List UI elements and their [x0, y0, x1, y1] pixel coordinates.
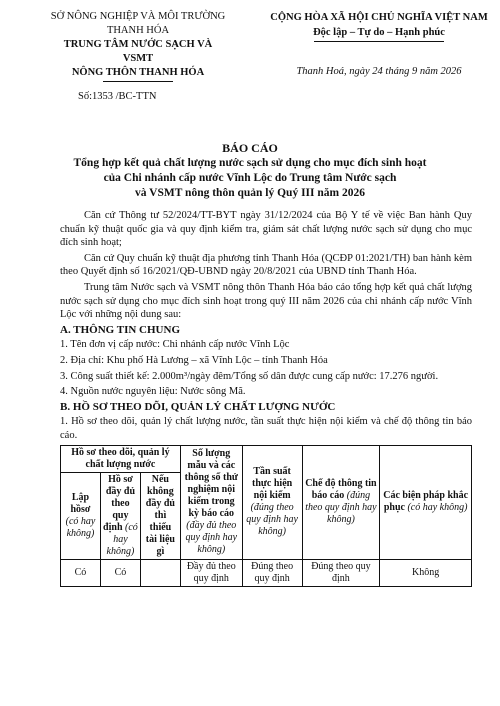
table-header-remedies-note: (có hay không) [407, 502, 468, 513]
table-header-reporting [302, 445, 380, 559]
table-header-frequency [242, 445, 302, 559]
table-header-complete-label: Hồ sơ đầy đủ theo quy định [103, 473, 136, 533]
agency-line-2: NÔNG THÔN THANH HÓA [71, 67, 205, 78]
table-header-missing-label: Nếu không đầy đủ thì thiếu tài liệu gì [145, 473, 175, 557]
table-header-complete-note: (có hay không) [106, 521, 138, 557]
header-left [50, 10, 226, 104]
national-motto: Độc lập – Tự do – Hạnh phúc [313, 27, 445, 38]
table-cell-reporting: Đúng theo quy định [302, 559, 380, 586]
item-b1: 1. Hồ sơ theo dõi, quản lý chất lượng nước, tần suất thực hiện nội kiểm và chế độ thông tin báo cáo. [60, 416, 472, 441]
table-header-established-label: Lập hồsơ [70, 491, 91, 515]
table-header-established-note: (có hay không) [65, 515, 96, 539]
quality-records-table [60, 445, 472, 587]
table-header-samples [180, 445, 242, 559]
table-cell-missing [140, 559, 180, 586]
report-title-main: BÁO CÁO [222, 141, 278, 155]
table-cell-established: Có [61, 559, 101, 586]
table-cell-remedies: Không [380, 559, 472, 586]
table-group-header: Hồ sơ theo dõi, quản lý chất lượng nước [61, 445, 181, 472]
table-row [61, 559, 472, 586]
document-date: Thanh Hoá, ngày 24 tháng 9 năm 2026 [296, 66, 462, 77]
item-a1: 1. Tên đơn vị cấp nước: Chi nhánh cấp nước Vĩnh Lộc [60, 339, 290, 351]
table-header-samples-label: Số lượng mẫu và các thông số thử nghiệm nội kiểm trong kỳ báo cáo [184, 448, 238, 519]
section-a-heading: A. THÔNG TIN CHUNG [60, 323, 181, 336]
table-header-remedies [380, 445, 472, 559]
item-a2: 2. Địa chỉ: Khu phố Hà Lương – xã Vĩnh Lộc – tỉnh Thanh Hóa [60, 354, 328, 366]
paragraph-intro: Trung tâm Nước sạch và VSMT nông thôn Thanh Hóa báo cáo tổng hợp kết quả chất lượng nước sạch sử dụng cho mục đích sinh hoạt trong quý III năm 2026 của chi nhánh cấp nước Vĩnh Lộc với những nội dung sau: [60, 281, 472, 321]
agency-line-1: TRUNG TÂM NƯỚC SẠCH VÀ VSMT [63, 39, 213, 64]
report-title-line-2: của Chi nhánh cấp nước Vĩnh Lộc do Trung tâm Nước sạch [103, 172, 397, 184]
table-header-reporting-label: Chế độ thông tin báo cáo [305, 478, 377, 501]
header-right-rule [314, 41, 444, 42]
document-number: Số:1353 /BC-TTN [78, 91, 157, 102]
report-body [60, 209, 472, 587]
paragraph-legal-basis-2: Căn cứ Quy chuẩn kỹ thuật địa phương tỉnh Thanh Hóa (QCĐP 01:2021/TH) ban hành kèm theo Quyết định số 16/2021/QĐ-UBND ngày 20/8/2021 của UBND tỉnh Thanh Hóa. [60, 252, 472, 278]
table-header-samples-note: (đầy đủ theo quy định hay không) [185, 520, 238, 555]
ministry-line-2: THANH HÓA [106, 25, 170, 36]
table-header-complete [100, 472, 140, 559]
ministry-line-1: SỞ NÔNG NGHIỆP VÀ MÔI TRƯỜNG [50, 11, 226, 22]
table-cell-complete: Có [100, 559, 140, 586]
table-cell-frequency: Đúng theo quy định [242, 559, 302, 586]
header-left-rule [103, 81, 173, 82]
item-a3: 3. Công suất thiết kế: 2.000m³/ngày đêm/Tổng số dân được cung cấp nước: 17.276 người. [60, 370, 439, 382]
table-header-reporting-note: (đúng theo quy định hay không) [305, 490, 377, 525]
header-right [266, 10, 492, 79]
table-cell-samples: Đầy đủ theo quy định [180, 559, 242, 586]
table-header-remedies-label: Các biện pháp khắc phục [383, 490, 469, 513]
report-title [30, 141, 470, 201]
paragraph-legal-basis-1: Căn cứ Thông tư 52/2024/TT-BYT ngày 31/12/2024 của Bộ Y tế về việc Ban hành Quy chuẩn kỹ thuật quốc gia và quy định kiểm tra, giám sát chất lượng nước sạch sử dụng cho mục đích sinh hoạt; [60, 210, 472, 249]
table-header-missing [140, 472, 180, 559]
table-header-frequency-label: Tần suất thực hiện nội kiểm [252, 466, 293, 501]
report-title-line-1: Tổng hợp kết quả chất lượng nước sạch sử dụng cho mục đích sinh hoạt [73, 157, 427, 169]
report-title-line-3: và VSMT nông thôn quản lý Quý III năm 2026 [135, 187, 365, 199]
national-title: CỘNG HÒA XÃ HỘI CHỦ NGHĨA VIỆT NAM [270, 12, 488, 23]
item-a4: 4. Nguồn nước nguyên liệu: Nước sông Mã. [60, 386, 246, 398]
section-b-heading: B. HỒ SƠ THEO DÕI, QUẢN LÝ CHẤT LƯỢNG NƯỚC [60, 400, 336, 413]
table-header-established [61, 472, 101, 559]
table-header-frequency-note: (đúng theo quy định hay không) [246, 502, 298, 537]
